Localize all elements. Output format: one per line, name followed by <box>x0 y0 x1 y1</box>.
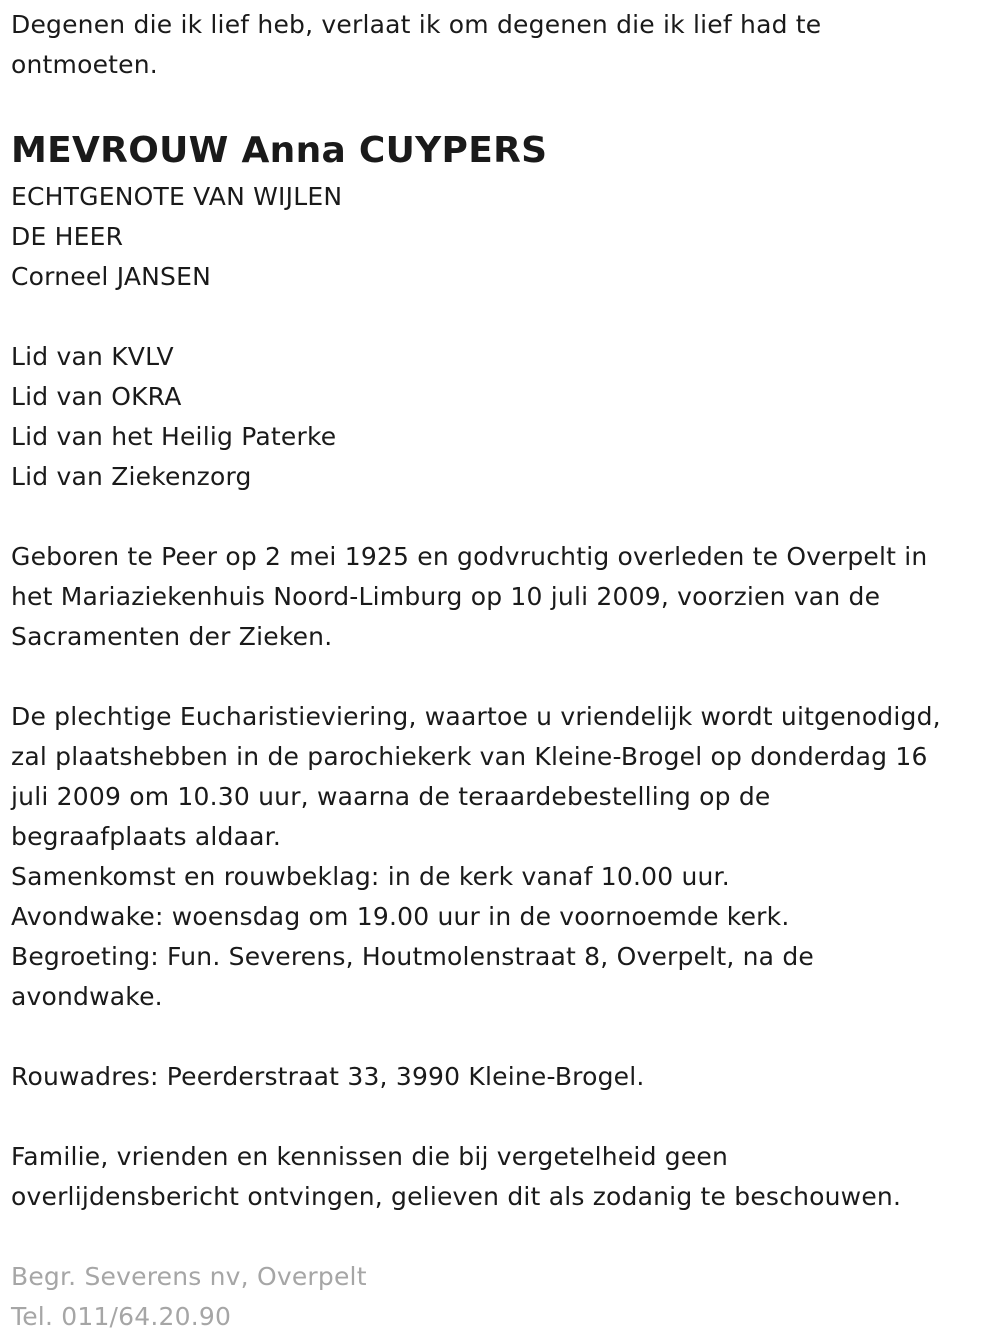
service-line: begraafplaats aldaar. <box>11 822 281 851</box>
birth-death-paragraph <box>11 537 989 657</box>
funeral-home-footer <box>11 1257 989 1337</box>
service-paragraph <box>11 697 989 1017</box>
membership-item: Lid van KVLV <box>11 342 174 371</box>
quote-line: Degenen die ik lief heb, verlaat ik om degenen die ik lief had te <box>11 10 822 39</box>
spacer <box>11 1017 989 1057</box>
spacer <box>11 297 989 337</box>
mourning-address: Rouwadres: Peerderstraat 33, 3990 Kleine-Brogel. <box>11 1062 645 1091</box>
notice-line: Familie, vrienden en kennissen die bij vergetelheid geen <box>11 1142 729 1171</box>
spacer <box>11 1097 989 1137</box>
service-line: De plechtige Eucharistieviering, waartoe u vriendelijk wordt uitgenodigd, <box>11 702 941 731</box>
service-line: zal plaatshebben in de parochiekerk van Kleine-Brogel op donderdag 16 <box>11 742 928 771</box>
spacer <box>11 657 989 697</box>
greeting-line: Begroeting: Fun. Severens, Houtmolenstraat 8, Overpelt, na de <box>11 942 814 971</box>
gathering-line: Samenkomst en rouwbeklag: in de kerk vanaf 10.00 uur. <box>11 862 730 891</box>
spouse-name: Corneel JANSEN <box>11 262 211 291</box>
membership-list <box>11 337 989 497</box>
funeral-home-name: Begr. Severens nv, Overpelt <box>11 1262 367 1291</box>
spouse-line: DE HEER <box>11 222 124 251</box>
quote-line: ontmoeten. <box>11 50 158 79</box>
spouse-info <box>11 177 989 297</box>
spacer <box>11 1217 989 1257</box>
birth-death-line: het Mariaziekenhuis Noord-Limburg op 10 juli 2009, voorzien van de <box>11 582 881 611</box>
funeral-home-phone: Tel. 011/64.20.90 <box>11 1302 232 1331</box>
wake-line: Avondwake: woensdag om 19.00 uur in de voornoemde kerk. <box>11 902 790 931</box>
service-line: juli 2009 om 10.30 uur, waarna de teraardebestelling op de <box>11 782 771 811</box>
birth-death-line: Sacramenten der Zieken. <box>11 622 333 651</box>
spouse-line: ECHTGENOTE VAN WIJLEN <box>11 182 343 211</box>
notice-paragraph <box>11 1137 989 1217</box>
membership-item: Lid van OKRA <box>11 382 182 411</box>
membership-item: Lid van Ziekenzorg <box>11 462 252 491</box>
notice-line: overlijdensbericht ontvingen, gelieven dit als zodanig te beschouwen. <box>11 1182 902 1211</box>
greeting-line: avondwake. <box>11 982 163 1011</box>
deceased-name: MEVROUW Anna CUYPERS <box>11 130 548 171</box>
membership-item: Lid van het Heilig Paterke <box>11 422 337 451</box>
spacer <box>11 497 989 537</box>
birth-death-line: Geboren te Peer op 2 mei 1925 en godvruchtig overleden te Overpelt in <box>11 542 928 571</box>
opening-quote <box>11 5 989 85</box>
